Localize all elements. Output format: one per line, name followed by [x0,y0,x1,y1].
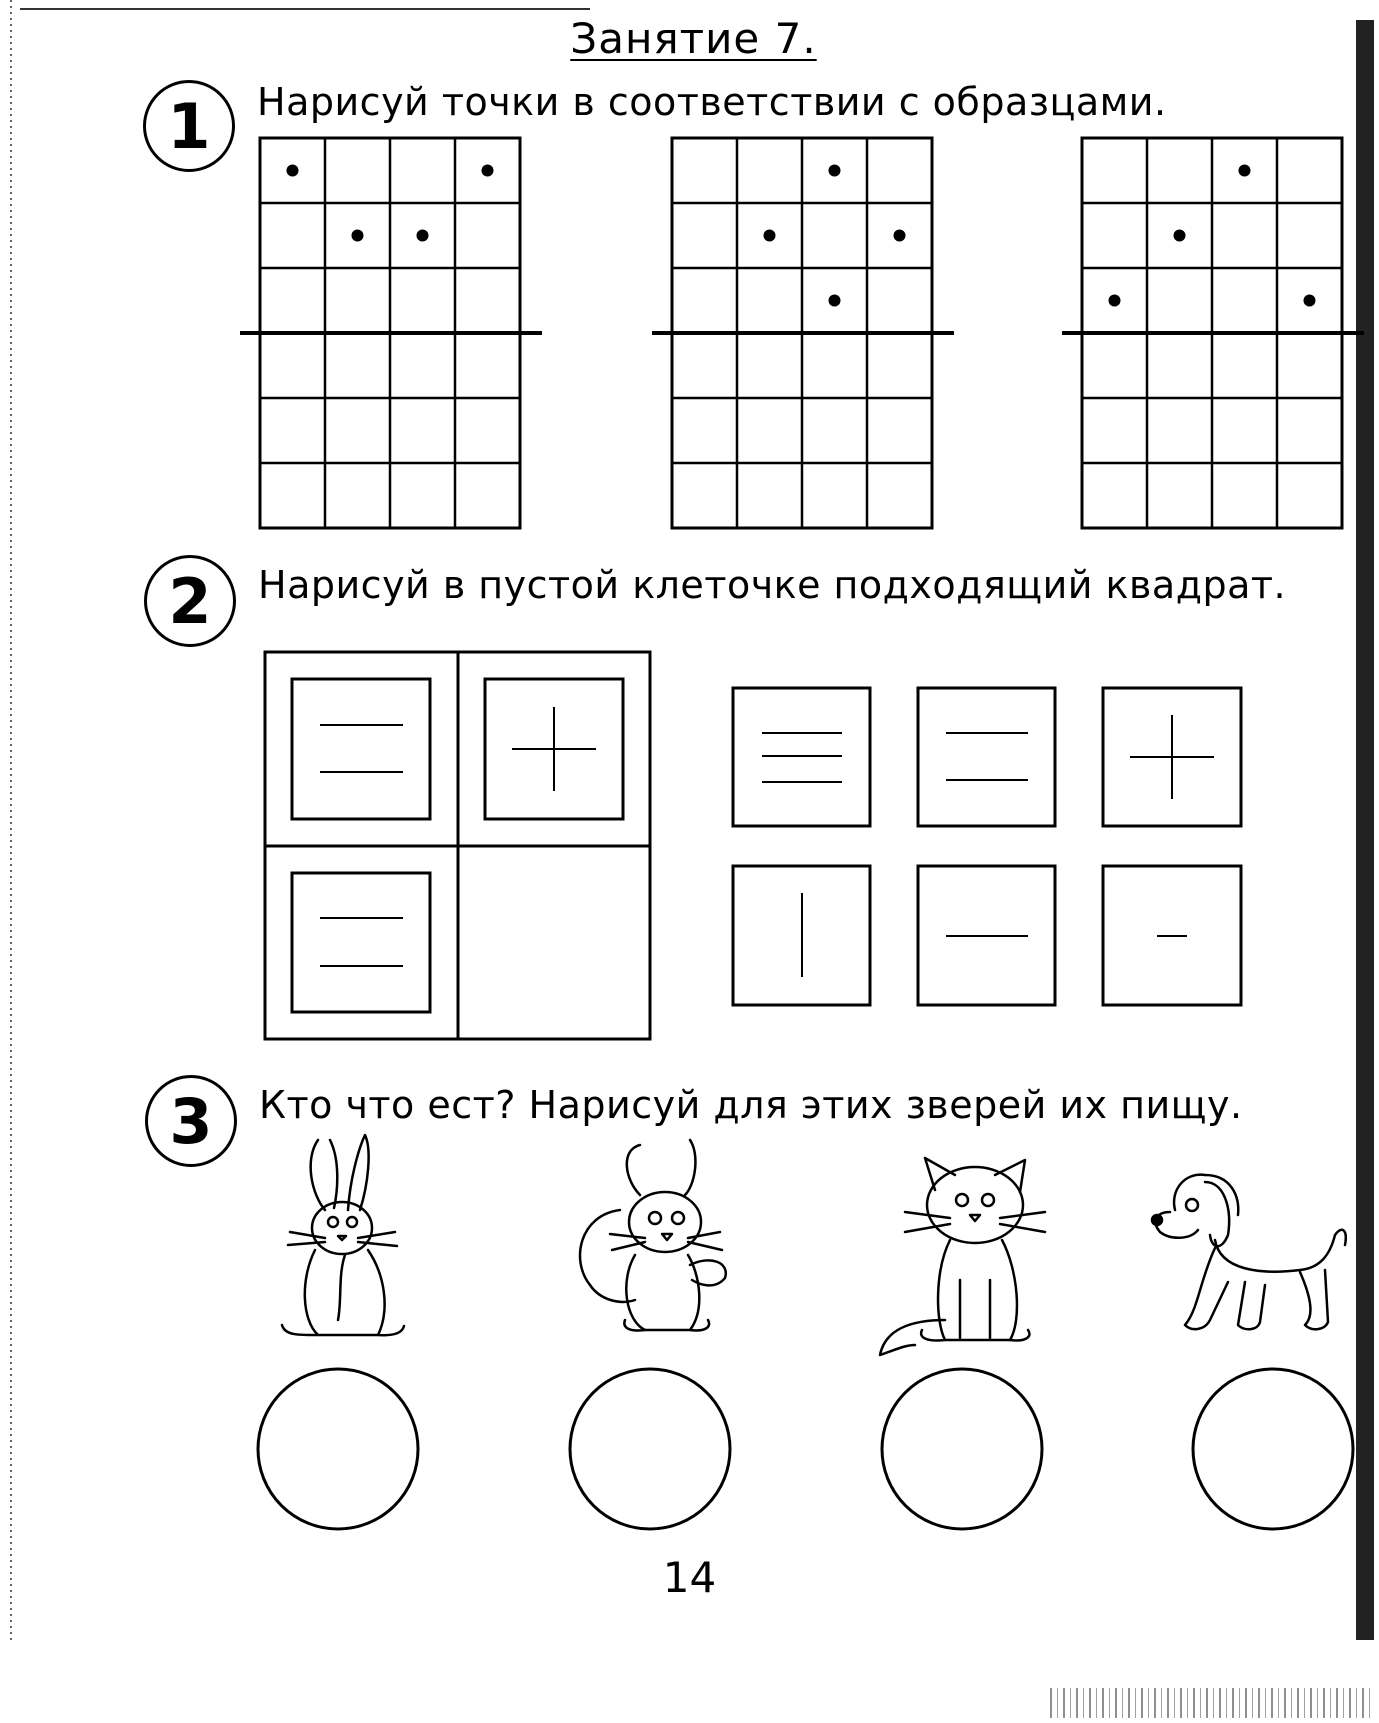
scan-noise [1050,1688,1370,1718]
lesson-title: Занятие 7. [570,14,817,63]
page-number: 14 [662,1553,717,1602]
cat-icon [880,1158,1045,1355]
task-2-text: Нарисуй в пустой клеточке подходящий квадрат. [258,563,1287,607]
task-3-text: Кто что ест? Нарисуй для этих зверей их пищу. [259,1083,1243,1127]
food-circle-4 [1193,1369,1353,1529]
task-number-2: 2 [144,555,236,647]
food-circle-1 [258,1369,418,1529]
rabbit-icon [282,1135,404,1335]
squirrel-icon [580,1140,726,1331]
task-number-3: 3 [145,1075,237,1167]
food-circles [258,1369,1353,1529]
food-circle-2 [570,1369,730,1529]
food-circle-3 [882,1369,1042,1529]
task-1-text: Нарисуй точки в соответствии с образцами. [257,80,1167,124]
dog-icon [1152,1175,1346,1330]
task-number-1: 1 [143,80,235,172]
